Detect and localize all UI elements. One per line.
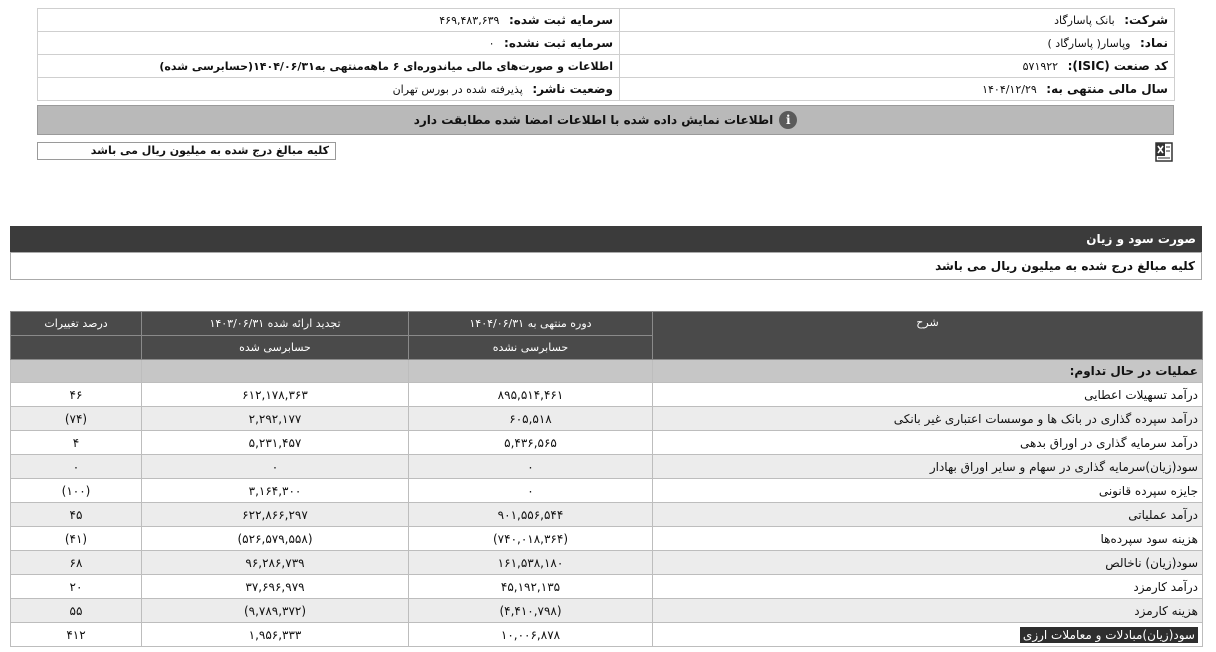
change-cell: (۱۰۰) (11, 479, 142, 503)
prior-cell: ۳۷,۶۹۶,۹۷۹ (142, 575, 409, 599)
report-title: اطلاعات و صورت‌های مالی میاندوره‌ای ۶ ماهه‌منتهی به۱۴۰۴/۰۶/۳۱(حسابرسی شده) (159, 59, 613, 73)
table-row (11, 575, 1203, 599)
table-row (11, 383, 1203, 407)
unregistered-capital-label: سرمایه ثبت نشده: (504, 36, 613, 50)
prior-cell: ۶۱۲,۱۷۸,۳۶۳ (142, 383, 409, 407)
col-header-change: درصد تغییرات (11, 312, 142, 336)
desc-cell: درآمد سرمایه گذاری در اوراق بدهی (653, 431, 1203, 455)
signature-notice-bar (37, 105, 1174, 135)
change-cell: ۴۶ (11, 383, 142, 407)
company-info-table (37, 8, 1175, 101)
publisher-status-value: پذیرفته شده در بورس تهران (392, 83, 523, 96)
table-row (11, 431, 1203, 455)
current-cell: ۹۰۱,۵۵۶,۵۴۴ (409, 503, 653, 527)
change-cell: ۶۸ (11, 551, 142, 575)
fiscal-year-value: ۱۴۰۴/۱۲/۲۹ (982, 83, 1037, 96)
section-row-label: عملیات در حال تداوم: (653, 360, 1203, 383)
col-header-current-sub: حسابرسی نشده (409, 336, 653, 360)
section-unit-note: کلیه مبالغ درج شده به میلیون ریال می باشد (10, 252, 1202, 280)
col-header-desc: شرح (653, 312, 1203, 360)
symbol-cell (620, 32, 1175, 55)
change-cell: ۵۵ (11, 599, 142, 623)
table-row (11, 455, 1203, 479)
current-cell: ۶۰۵,۵۱۸ (409, 407, 653, 431)
current-cell: ۴۵,۱۹۲,۱۳۵ (409, 575, 653, 599)
publisher-status-cell (38, 78, 620, 101)
prior-cell: ۳,۱۶۴,۳۰۰ (142, 479, 409, 503)
change-cell: ۴۵ (11, 503, 142, 527)
desc-cell: هزینه کارمزد (653, 599, 1203, 623)
company-cell (620, 9, 1175, 32)
isic-label: کد صنعت (ISIC): (1067, 59, 1168, 73)
table-row (11, 623, 1203, 647)
unregistered-capital-cell (38, 32, 620, 55)
section-title: صورت سود و زیان (10, 226, 1202, 252)
table-row (11, 479, 1203, 503)
col-header-prior-sub: حسابرسی شده (142, 336, 409, 360)
excel-export-icon[interactable] (1155, 142, 1173, 162)
fiscal-year-label: سال مالی منتهی به: (1046, 82, 1168, 96)
desc-cell: هزینه سود سپرده‌ها (653, 527, 1203, 551)
desc-cell: سود(زیان) ناخالص (653, 551, 1203, 575)
current-cell: ۰ (409, 479, 653, 503)
table-section-row (11, 360, 1203, 383)
prior-cell: ۵,۲۳۱,۴۵۷ (142, 431, 409, 455)
prior-cell: (۵۲۶,۵۷۹,۵۵۸) (142, 527, 409, 551)
prior-cell: (۹,۷۸۹,۳۷۲) (142, 599, 409, 623)
prior-cell: ۰ (142, 455, 409, 479)
current-cell: ۸۹۵,۵۱۴,۴۶۱ (409, 383, 653, 407)
isic-value: ۵۷۱۹۲۲ (1022, 60, 1059, 73)
prior-cell: ۹۶,۲۸۶,۷۳۹ (142, 551, 409, 575)
report-title-cell (38, 55, 620, 78)
registered-capital-label: سرمایه ثبت شده: (508, 13, 613, 27)
desc-cell: درآمد سپرده گذاری در بانک ها و موسسات اعتباری غیر بانکی (653, 407, 1203, 431)
change-cell: ۰ (11, 455, 142, 479)
publisher-status-label: وضعیت ناشر: (532, 82, 613, 96)
highlighted-desc: سود(زیان)مبادلات و معاملات ارزی (1020, 627, 1198, 643)
current-cell: (۷۴۰,۰۱۸,۳۶۴) (409, 527, 653, 551)
desc-cell: درآمد عملیاتی (653, 503, 1203, 527)
col-header-prior: تجدید ارائه شده ۱۴۰۳/۰۶/۳۱ (142, 312, 409, 336)
change-cell: ۴۱۲ (11, 623, 142, 647)
current-cell: (۴,۴۱۰,۷۹۸) (409, 599, 653, 623)
table-row (11, 527, 1203, 551)
prior-cell: ۲,۲۹۲,۱۷۷ (142, 407, 409, 431)
col-header-change-sub (11, 336, 142, 360)
isic-cell (620, 55, 1175, 78)
prior-cell: ۶۲۲,۸۶۶,۲۹۷ (142, 503, 409, 527)
company-label: شرکت: (1124, 13, 1168, 27)
table-row (11, 503, 1203, 527)
table-row (11, 407, 1203, 431)
prior-cell: ۱,۹۵۶,۳۳۳ (142, 623, 409, 647)
registered-capital-value: ۴۶۹,۴۸۳,۶۳۹ (439, 14, 500, 27)
col-header-current: دوره منتهی به ۱۴۰۴/۰۶/۳۱ (409, 312, 653, 336)
change-cell: (۷۴) (11, 407, 142, 431)
unit-note: کلیه مبالغ درج شده به میلیون ریال می باشد (37, 142, 336, 160)
desc-cell: جایزه سپرده قانونی (653, 479, 1203, 503)
change-cell: ۴ (11, 431, 142, 455)
change-cell: (۴۱) (11, 527, 142, 551)
table-row (11, 551, 1203, 575)
registered-capital-cell (38, 9, 620, 32)
desc-cell: درآمد تسهیلات اعطایی (653, 383, 1203, 407)
unregistered-capital-value: ۰ (488, 37, 495, 50)
current-cell: ۵,۴۳۶,۵۶۵ (409, 431, 653, 455)
table-row (11, 599, 1203, 623)
signature-notice-text: اطلاعات نمایش داده شده با اطلاعات امضا شده مطابقت دارد (413, 113, 774, 127)
desc-cell (653, 623, 1203, 647)
current-cell: ۰ (409, 455, 653, 479)
desc-cell: سود(زیان)سرمایه گذاری در سهام و سایر اوراق بهادار (653, 455, 1203, 479)
change-cell: ۲۰ (11, 575, 142, 599)
symbol-value: وپاسار( پاسارگاد ) (1047, 37, 1131, 50)
symbol-label: نماد: (1139, 36, 1168, 50)
company-value: بانک پاسارگاد (1054, 14, 1115, 27)
current-cell: ۱۰,۰۰۶,۸۷۸ (409, 623, 653, 647)
info-icon: i (779, 111, 797, 129)
desc-cell: درآمد کارمزد (653, 575, 1203, 599)
current-cell: ۱۶۱,۵۳۸,۱۸۰ (409, 551, 653, 575)
income-statement-table (10, 311, 1203, 647)
fiscal-year-cell (620, 78, 1175, 101)
